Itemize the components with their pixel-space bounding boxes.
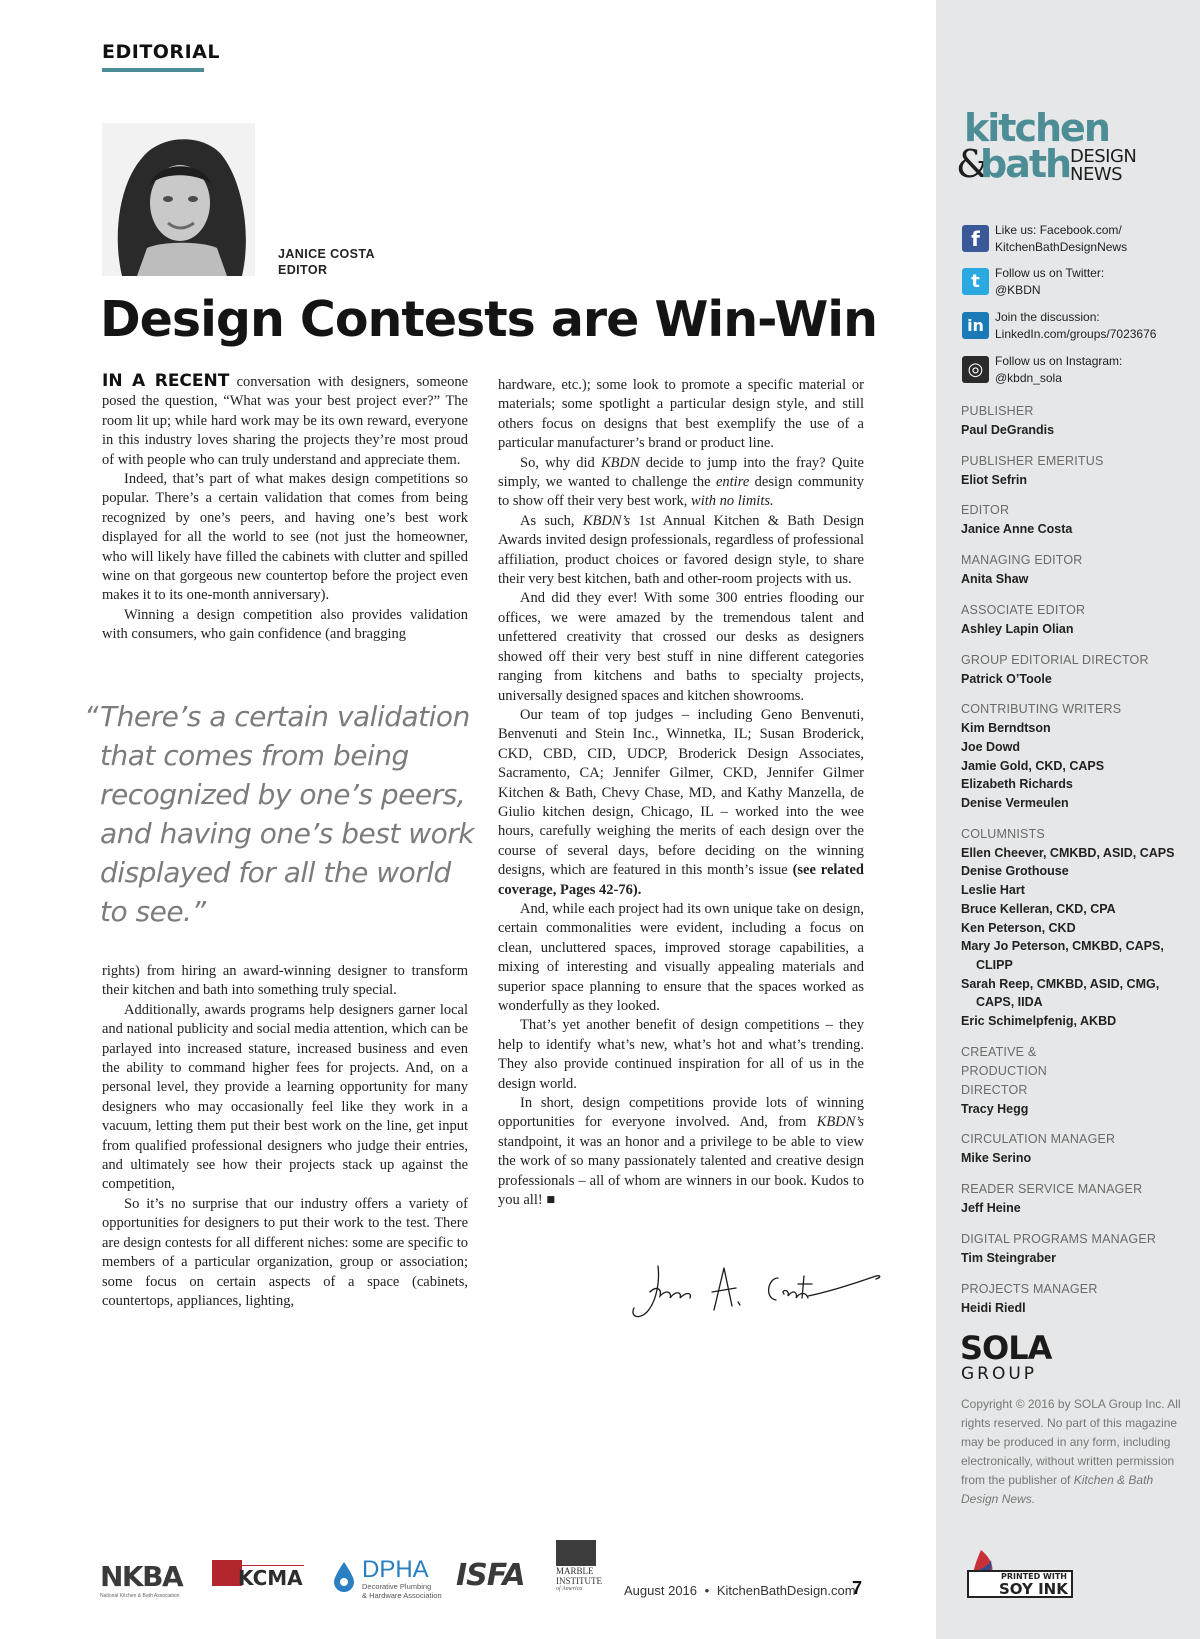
staff-name: Ashley Lapin Olian	[961, 621, 1074, 636]
social-instagram[interactable]: ◎ Follow us on Instagram: @kbdn_sola	[962, 353, 1198, 389]
social-facebook[interactable]: f Like us: Facebook.com/ KitchenBathDesignNews	[962, 222, 1198, 258]
pull-quote-line: recognized by one’s peers,	[100, 778, 466, 811]
staff-masthead	[961, 402, 1191, 1329]
staff-name: Patrick O’Toole	[961, 671, 1052, 686]
staff-role: ASSOCIATE EDITOR	[961, 602, 1086, 617]
staff-name: Joe Dowd	[961, 739, 1021, 754]
related-coverage-ref: (see related coverage, Pages 42-76).	[498, 862, 864, 898]
pull-quote-line: There’s a certain validation	[100, 700, 470, 733]
instagram-icon: ◎	[962, 356, 989, 383]
article-paragraph: Indeed, that’s part of what makes design competitions so popular. There’s a certain validation that comes from being recognized by one’s peers, and having one’s best work displayed for all the world to see (not just the homeowner, who will likely have filled the cabinets with clutter and spilled wine on that gorgeous new countertop before the project even makes it to its one-month anniversary).	[102, 471, 468, 604]
facebook-icon: f	[962, 225, 989, 252]
article-column-2	[498, 376, 864, 1242]
staff-role: PUBLISHER	[961, 404, 1034, 418]
website-link[interactable]: KitchenBathDesign.com	[716, 1583, 856, 1598]
masthead-sidebar	[936, 0, 1200, 1639]
article-paragraph: Additionally, awards programs help designers garner local and national publicity and social media attention, which can be parlayed into increased stature, increased business and even the ability to command higher fees for projects. And, on a personal level, they provide a learning opportunity for many designers who may occasionally feel like they work in a vacuum, letting them put their best work on the line, get input from qualified professional designers who judge their entries, and ultimately see how their projects stack up against the competition,	[102, 1001, 468, 1193]
article-paragraph: Our team of top judges – including Geno Benvenuti, Benvenuti and Stein Inc., Winnetka, IL; Susan Broderick, CKD, CBD, CID, UDCP, Broderick Design Associates, Sacramento, CA; Jennifer Gilmer, CKD, Jennifer Gilmer Kitchen & Bath, Chevy Chase, MD, and Kathy Manzella, de Giulio kitchen design, Chicago, IL – worked into the wee hours, carefully weighing the merits of each design over the course of several days, before deciding on the winning designs, which are featured in this month’s issue (see related coverage, Pages 42-76).	[498, 706, 864, 898]
staff-group	[961, 1043, 1191, 1119]
staff-group	[961, 601, 1191, 639]
article-paragraph: IN A RECENT conversation with designers, someone posed the question, “What was your best project ever?” The room lit up; while hard work may be its own reward, everyone in this industry loves sharing the projects they’re most proud of with people who can truly understand and appreciate them.	[102, 371, 469, 468]
pull-quote-line: displayed for all the world	[100, 856, 451, 889]
pull-quote-line: to see.”	[100, 895, 206, 928]
staff-name: Sarah Reep, CMKBD, ASID, CMG, CAPS, IIDA	[961, 976, 1160, 1010]
article-paragraph: hardware, etc.); some look to promote a specific material or materials; some spotlight a particular design style, and still others focus on designs that best exemplify the use of a particular manufacturer’s brand or product line.	[498, 377, 864, 452]
staff-name: Tracy Hegg	[961, 1101, 1029, 1116]
staff-name: Tim Steingraber	[961, 1250, 1056, 1265]
staff-name: Anita Shaw	[961, 572, 1029, 587]
article-paragraph: rights) from hiring an award-winning designer to transform their kitchen and bath into something truly special.	[102, 963, 468, 999]
staff-name: Denise Grothouse	[961, 864, 1069, 879]
staff-role: READER SERVICE MANAGER	[961, 1182, 1143, 1197]
staff-group	[961, 1180, 1191, 1218]
publication-name: KBDN’s	[816, 1114, 864, 1131]
staff-name: Mary Jo Peterson, CMKBD, CAPS, CLIPP	[961, 939, 1164, 972]
staff-group	[961, 452, 1191, 490]
staff-role: MANAGING EDITOR	[961, 553, 1083, 568]
staff-role: CONTRIBUTING WRITERS	[961, 702, 1122, 717]
byline-title: EDITOR	[278, 263, 328, 277]
staff-role: DIGITAL PROGRAMS MANAGER	[961, 1231, 1157, 1246]
marble-institute-logo: MARBLE INSTITUTE of America	[556, 1540, 602, 1614]
editor-portrait	[102, 123, 255, 276]
staff-role: COLUMNISTS	[961, 826, 1045, 841]
staff-role: GROUP EDITORIAL DIRECTOR	[961, 652, 1149, 667]
staff-name: Mike Serino	[961, 1151, 1032, 1166]
staff-group	[961, 501, 1191, 539]
staff-group	[961, 825, 1191, 1031]
byline	[278, 246, 375, 278]
pull-quote-mark: “	[84, 700, 99, 733]
staff-group	[961, 700, 1191, 813]
article-paragraph: And, while each project had its own unique take on design, certain commonalities were evident, including a focus on clean, uncluttered spaces, improved storage capabilities, a mixing of interesting and visually appealing materials and superior space planning to ensure that the spaces worked as wonderfully as they looked.	[498, 900, 864, 1014]
staff-group	[961, 1230, 1191, 1268]
dpha-logo: DPHA Decorative Plumbing & Hardware Association	[332, 1556, 442, 1600]
staff-role: EDITOR	[961, 503, 1010, 518]
issue-date: August 2016	[624, 1583, 698, 1598]
byline-name: JANICE COSTA	[278, 247, 375, 261]
staff-group	[961, 1130, 1191, 1168]
soy-ink-badge: PRINTED WITH SOY INK	[961, 1548, 1081, 1598]
staff-name: Bruce Kelleran, CKD, CPA	[961, 901, 1116, 916]
staff-name: Leslie Hart	[961, 883, 1025, 898]
article-paragraph: In short, design competitions provide lots of winning opportunities for everyone involved. And, from KBDN’s standpoint, it was an honor and a privilege to be able to view the work of so many passionately talented and creative design professionals – all of whom are winners in our book. Kudos to you all! ■	[498, 1095, 864, 1209]
staff-name: Kim Berndtson	[961, 721, 1051, 736]
staff-name: Paul DeGrandis	[961, 423, 1055, 437]
association-logos	[100, 1538, 610, 1618]
article-paragraph: As such, KBDN’s 1st Annual Kitchen & Bath Design Awards invited design professionals, regardless of professional affiliation, product choices or favored design style, to share their very best kitchen, bath and other-room projects with us.	[498, 512, 864, 588]
section-underline	[102, 68, 204, 72]
end-mark: ■	[546, 1192, 556, 1209]
copyright-notice: Copyright © 2016 by SOLA Group Inc. All rights reserved. No part of this magazine may be produced in any form, including electronically, without written permission from the publisher of Kitchen & Bath Design News.	[961, 1397, 1181, 1506]
kcma-logo: KCMA	[212, 1560, 308, 1600]
publication-name: KBDN	[600, 454, 640, 471]
staff-name: Janice Anne Costa	[961, 522, 1073, 537]
publication-name: KBDN’s	[582, 512, 631, 529]
article-column-1	[102, 372, 468, 668]
nkba-logo: NKBA National Kitchen & Bath Association	[100, 1560, 183, 1599]
section-label: EDITORIAL	[102, 41, 220, 63]
social-twitter[interactable]: t Follow us on Twitter: @KBDN	[962, 265, 1198, 301]
linkedin-icon: in	[962, 312, 989, 339]
article-column-1-continued	[102, 962, 468, 1312]
staff-group	[961, 651, 1191, 689]
staff-role: CIRCULATION MANAGER	[961, 1132, 1116, 1147]
social-linkedin[interactable]: in Join the discussion: LinkedIn.com/groups/7023676	[962, 309, 1198, 345]
page-number: 7	[852, 1578, 863, 1598]
footer-issue: August 2016 • KitchenBathDesign.com	[624, 1583, 856, 1598]
staff-role: PUBLISHER EMERITUS	[961, 453, 1104, 468]
lead-in: IN A RECENT	[102, 371, 230, 391]
pull-quote-line: that comes from being	[100, 739, 409, 772]
staff-name: Eric Schimelpfenig, AKBD	[961, 1014, 1117, 1029]
staff-role: PROJECTS MANAGER	[961, 1281, 1098, 1296]
staff-name: Jamie Gold, CKD, CAPS	[961, 758, 1105, 773]
article-paragraph: So it’s no surprise that our industry offers a variety of opportunities for designers to put their work to the test. There are design contests for all different niches: some are specific to members of a particular organization, group or association; some focus on certain aspects of a space (cabinets, countertops, appliances, lighting,	[102, 1195, 468, 1309]
pull-quote-line: and having one’s best work	[100, 817, 474, 850]
staff-name: Ken Peterson, CKD	[961, 920, 1076, 935]
article-paragraph: Winning a design competition also provides validation with consumers, who gain confidence (and bragging	[102, 606, 468, 643]
staff-role: CREATIVE & PRODUCTION DIRECTOR	[961, 1044, 1048, 1097]
pull-quote	[84, 697, 480, 931]
sola-group-logo: SOLA GROUP	[960, 1329, 1052, 1384]
staff-name: Heidi Riedl	[961, 1300, 1026, 1315]
headline: Design Contests are Win-Win	[100, 291, 877, 348]
staff-name: Jeff Heine	[961, 1201, 1021, 1216]
article-paragraph: And did they ever! With some 300 entries flooding our offices, we were amazed by the tremendous talent and unfettered creativity that crossed our desks as designers showed off their very best stuff in nine different categories ranging from kitchens and baths to specialty projects, universally designed spaces and kitchen showrooms.	[498, 590, 864, 704]
staff-name: Eliot Sefrin	[961, 472, 1027, 487]
kbdn-brand-logo: kitchen & bath DESIGN NEWS	[956, 106, 1137, 186]
article-paragraph: So, why did KBDN decide to jump into the fray? Quite simply, we wanted to challenge the entire design community to show off their very best work, with no limits.	[498, 454, 864, 510]
isfa-logo: ISFA	[456, 1558, 525, 1593]
staff-group	[961, 1280, 1191, 1318]
staff-name: Denise Vermeulen	[961, 796, 1069, 811]
editor-signature	[628, 1258, 888, 1328]
staff-name: Elizabeth Richards	[961, 777, 1073, 792]
staff-name: Ellen Cheever, CMKBD, ASID, CAPS	[961, 845, 1175, 860]
staff-group	[961, 551, 1191, 589]
staff-group	[961, 402, 1191, 440]
article-paragraph: That’s yet another benefit of design competitions – they help to identify what’s new, what’s hot and what’s trending. They also provide continued inspiration for all of us in the design world.	[498, 1017, 864, 1092]
twitter-icon: t	[962, 268, 989, 295]
